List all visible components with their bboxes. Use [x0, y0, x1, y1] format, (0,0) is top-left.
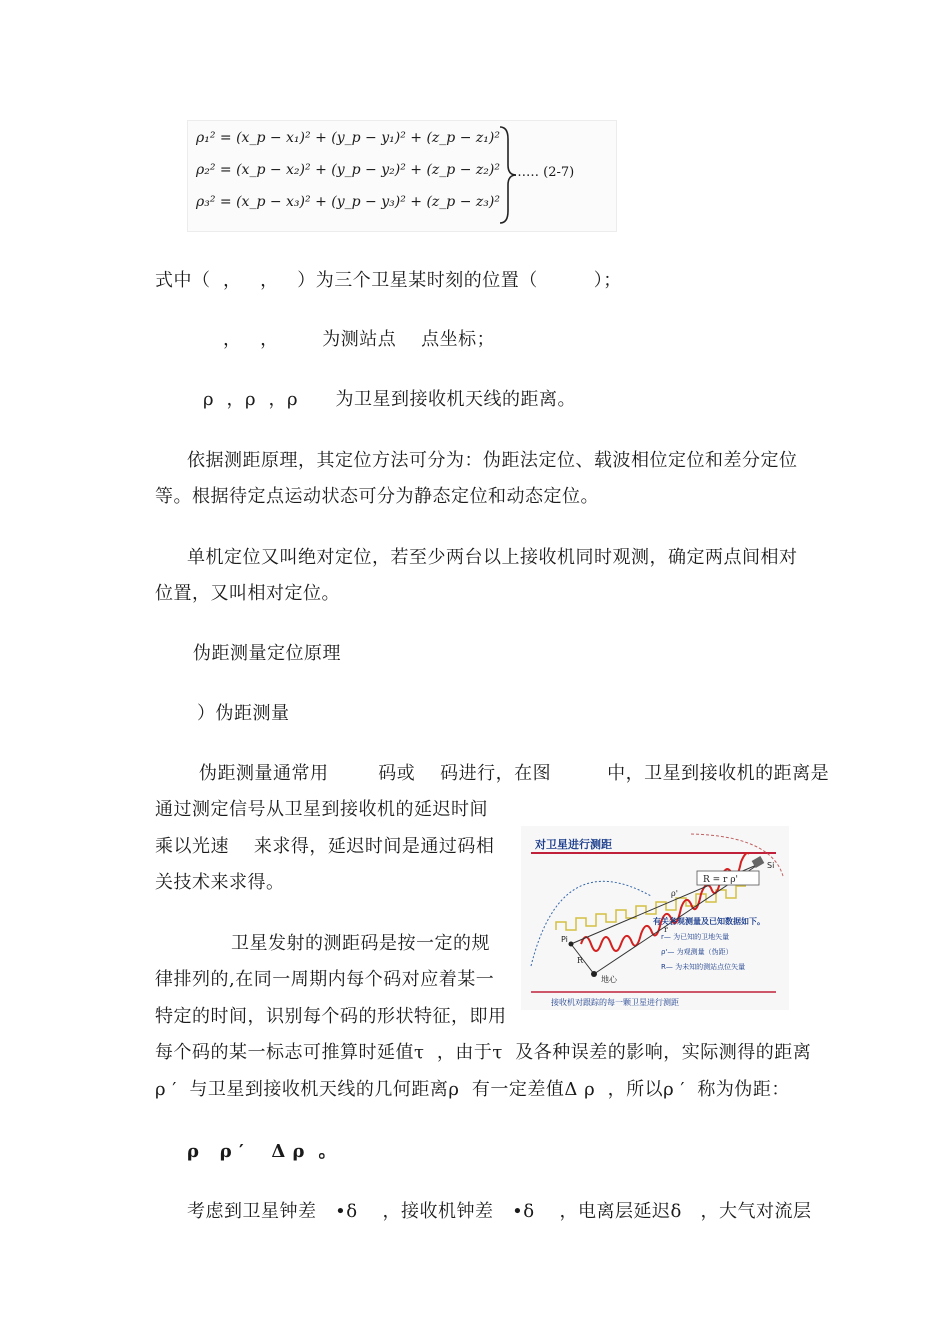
earth-center-label: 地心: [601, 975, 617, 984]
text-line: ， ， 为测站点 点坐标；: [223, 329, 496, 350]
text-line: 特定的时间，识别每个码的形状特征，即用: [155, 1006, 507, 1027]
text-line: 通过测定信号从卫星到接收机的延迟时间: [155, 799, 488, 820]
text-line: 卫星发射的测距码是按一定的规: [231, 933, 490, 954]
text-line: 考虑到卫星钟差 •δ ，接收机钟差 •δ ，电离层延迟δ ，大气对流层: [187, 1201, 812, 1222]
text-line: 律排列的,在同一周期内每个码对应着某一: [155, 969, 495, 990]
formula-line: ρ ρ ′ Δ ρ 。: [187, 1141, 338, 1162]
text-line: 位置，又叫相对定位。: [155, 583, 340, 604]
text-line: 式中（ ， ， ）为三个卫星某时刻的位置（ ）；: [155, 270, 622, 291]
legend-item: r— 为已知的卫地矢量: [661, 933, 730, 941]
legend-item: R— 为未知的测站点位矢量: [661, 963, 746, 971]
formula-box-text: R = r ρ': [703, 875, 738, 885]
station-label: Pi: [561, 935, 568, 944]
text-line: 单机定位又叫绝对定位，若至少两台以上接收机同时观测，确定两点间相对: [187, 547, 798, 568]
diagram-caption: 接收机对跟踪的每一颗卫星进行测距: [551, 998, 679, 1007]
text-line: 依据测距原理，其定位方法可分为：伪距法定位、载波相位定位和差分定位: [187, 450, 798, 471]
legend-title: 有关各观测量及已知数据如下。: [653, 917, 765, 926]
equation-block: [187, 120, 617, 232]
equation-row-1: ρ₁² = (x_p − x₁)² + (y_p − y₁)² + (z_p − z₁)²: [196, 130, 500, 146]
equation-tag: …… (2-7): [513, 165, 575, 180]
R-label: R: [577, 956, 584, 965]
equation-row-2: ρ₂² = (x_p − x₂)² + (y_p − y₂)² + (z_p − z₂)²: [196, 162, 500, 178]
r-label: r: [664, 925, 668, 934]
text-line: 关技术来求得。: [155, 872, 285, 893]
text-line: 每个码的某一标志可推算时延值τ ，由于τ 及各种误差的影响，实际测得的距离: [155, 1042, 812, 1063]
subsection-heading: ）伪距测量: [197, 703, 290, 724]
equation-row-3: ρ₃² = (x_p − x₃)² + (y_p − y₃)² + (z_p − z₃)²: [196, 194, 500, 210]
text-line: ρ ，ρ ，ρ 为卫星到接收机天线的距离。: [203, 389, 576, 410]
satellite-label: Si: [767, 861, 775, 870]
section-heading: 伪距测量定位原理: [193, 643, 341, 664]
text-line: 伪距测量通常用 码或 码进行，在图 中，卫星到接收机的距离是: [199, 763, 830, 784]
text-line: 等。根据待定点运动状态可分为静态定位和动态定位。: [155, 486, 599, 507]
rho-label: ρ': [671, 889, 678, 898]
pseudorange-diagram: [521, 826, 789, 1010]
station-dot: [569, 942, 574, 947]
text-line: 乘以光速 来求得，延迟时间是通过码相: [155, 836, 495, 857]
earth-center-dot: [591, 971, 597, 977]
text-line: ρ ′ 与卫星到接收机天线的几何距离ρ 有一定差值Δ ρ ，所以ρ ′ 称为伪距：: [155, 1079, 790, 1100]
legend-item: ρ'— 为观测量（伪距）: [661, 948, 733, 956]
diagram-title: 对卫星进行测距: [535, 838, 612, 851]
